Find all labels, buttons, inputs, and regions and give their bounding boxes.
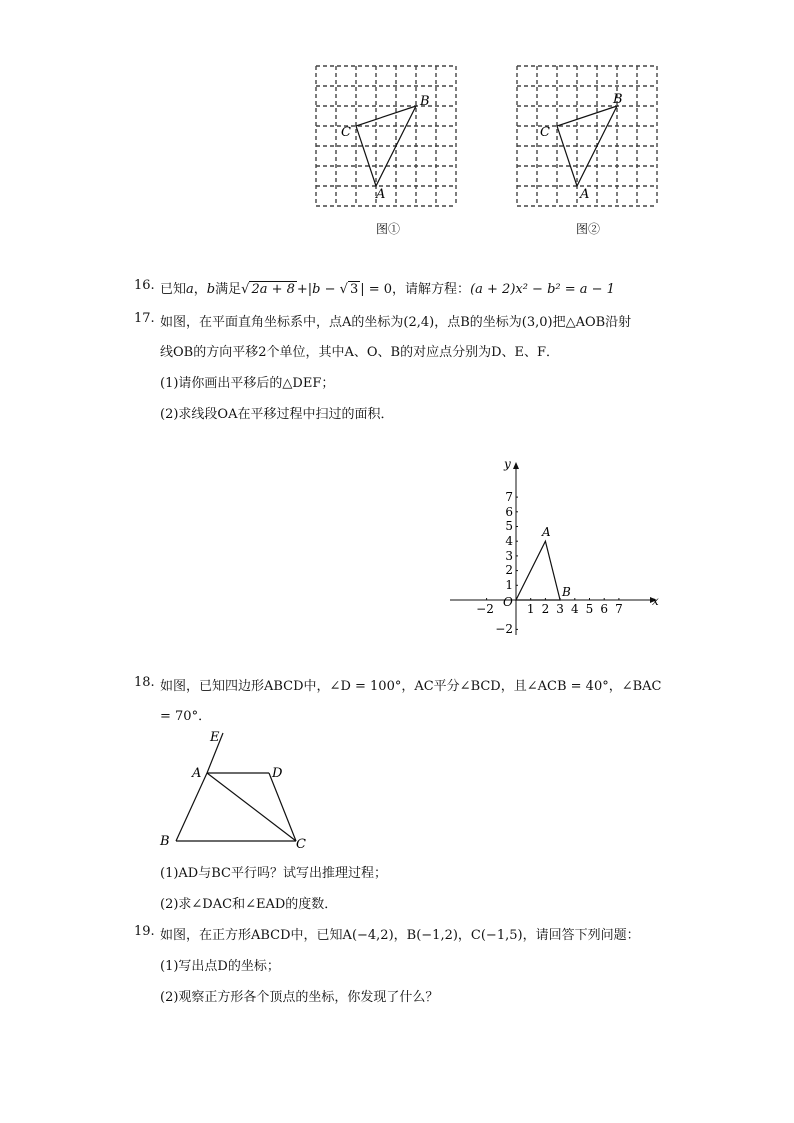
q16-text — [160, 278, 615, 297]
x-tick-neg2: −2 — [476, 602, 494, 616]
q17-number: 17. — [134, 311, 155, 326]
point-b-label: B — [562, 585, 571, 599]
grid-figure-2 — [513, 62, 663, 212]
q16-prefix: 已知 — [160, 282, 187, 297]
coordinate-plane — [446, 455, 666, 640]
x-axis-label: x — [652, 594, 659, 608]
q19-part1: (1)写出点D的坐标； — [160, 959, 280, 974]
label-b: B — [160, 834, 170, 849]
triangle-aob — [516, 541, 560, 600]
q17-part1: (1)请你画出平移后的△DEF； — [160, 376, 335, 391]
y-tick-3: 3 — [505, 549, 513, 563]
q16-satisfy: 满足 — [215, 282, 242, 297]
x-tick-5: 5 — [585, 602, 594, 616]
q16-solve: ，请解方程： — [392, 282, 471, 297]
y-tick-7: 7 — [505, 490, 513, 504]
y-tick-4: 4 — [505, 534, 513, 548]
y-tick-neg2: −2 — [495, 622, 513, 636]
q18-line1: 如图，已知四边形ABCD中，∠D = 100°，AC平分∠BCD，且∠ACB = 40°，∠BAC — [160, 679, 662, 694]
q17-line2: 线OB的方向平移2个单位，其中A、O、B的对应点分别为D、E、F． — [160, 345, 560, 360]
q19-part2: (2)观察正方形各个顶点的坐标，你发现了什么？ — [160, 990, 439, 1005]
q16-comma: ， — [193, 282, 207, 297]
figure-2-caption: 图② — [575, 222, 600, 236]
y-tick-6: 6 — [505, 505, 513, 519]
label-a: A — [376, 187, 386, 202]
q16-var-b: b — [206, 282, 216, 297]
y-tick-2: 2 — [505, 563, 513, 577]
quadrilateral-figure — [152, 726, 327, 851]
label-a: A — [192, 766, 202, 781]
origin-label: O — [503, 595, 513, 609]
label-d: D — [272, 766, 283, 781]
label-e: E — [210, 730, 220, 745]
q18-number: 18. — [134, 675, 155, 690]
label-c: C — [296, 837, 306, 851]
figure-1-caption: 图① — [375, 222, 400, 236]
sqrt-symbol: √ — [241, 282, 250, 297]
q18-part2: (2)求∠DAC和∠EAD的度数． — [160, 897, 338, 912]
q16-abs-part: +|b − — [296, 282, 340, 297]
segment-ab — [176, 773, 207, 841]
y-tick-1: 1 — [505, 578, 513, 592]
label-a: A — [580, 187, 590, 202]
q16-sqrt-content: 2a + 8 — [251, 282, 295, 297]
x-tick-3: 3 — [556, 602, 564, 616]
x-tick-7: 7 — [615, 602, 623, 616]
q16-var-a: a — [186, 282, 194, 297]
label-c: C — [540, 125, 550, 140]
y-tick-5: 5 — [505, 519, 513, 533]
point-a-label: A — [542, 525, 551, 539]
q17-line1: 如图，在平面直角坐标系中，点A的坐标为(2,4)，点B的坐标为(3,0)把△AOB沿射 — [160, 315, 632, 330]
x-tick-6: 6 — [600, 602, 609, 616]
label-b: B — [613, 92, 623, 107]
q16-abs-end: | = 0 — [360, 282, 393, 297]
q16-number: 16. — [134, 278, 155, 293]
q16-sqrt3: 3 — [349, 282, 359, 297]
x-tick-4: 4 — [570, 602, 579, 616]
q18-line2: = 70°． — [160, 709, 212, 724]
q17-part2: (2)求线段OA在平移过程中扫过的面积． — [160, 407, 394, 422]
x-tick-1: 1 — [526, 602, 535, 616]
q19-line1: 如图，在正方形ABCD中，已知A(−4,2)，B(−1,2)，C(−1,5)，请回答下列问题： — [160, 928, 640, 943]
q19-number: 19. — [134, 924, 155, 939]
x-tick-2: 2 — [541, 602, 550, 616]
q18-part1: (1)AD与BC平行吗？试写出推理过程； — [160, 866, 387, 881]
sqrt-symbol: √ — [339, 282, 348, 297]
y-axis-label: y — [504, 457, 511, 471]
q16-equation: (a + 2)x² − b² = a − 1 — [470, 282, 615, 297]
label-c: C — [341, 125, 351, 140]
label-b: B — [420, 94, 430, 109]
grid-figure-1 — [312, 62, 462, 212]
